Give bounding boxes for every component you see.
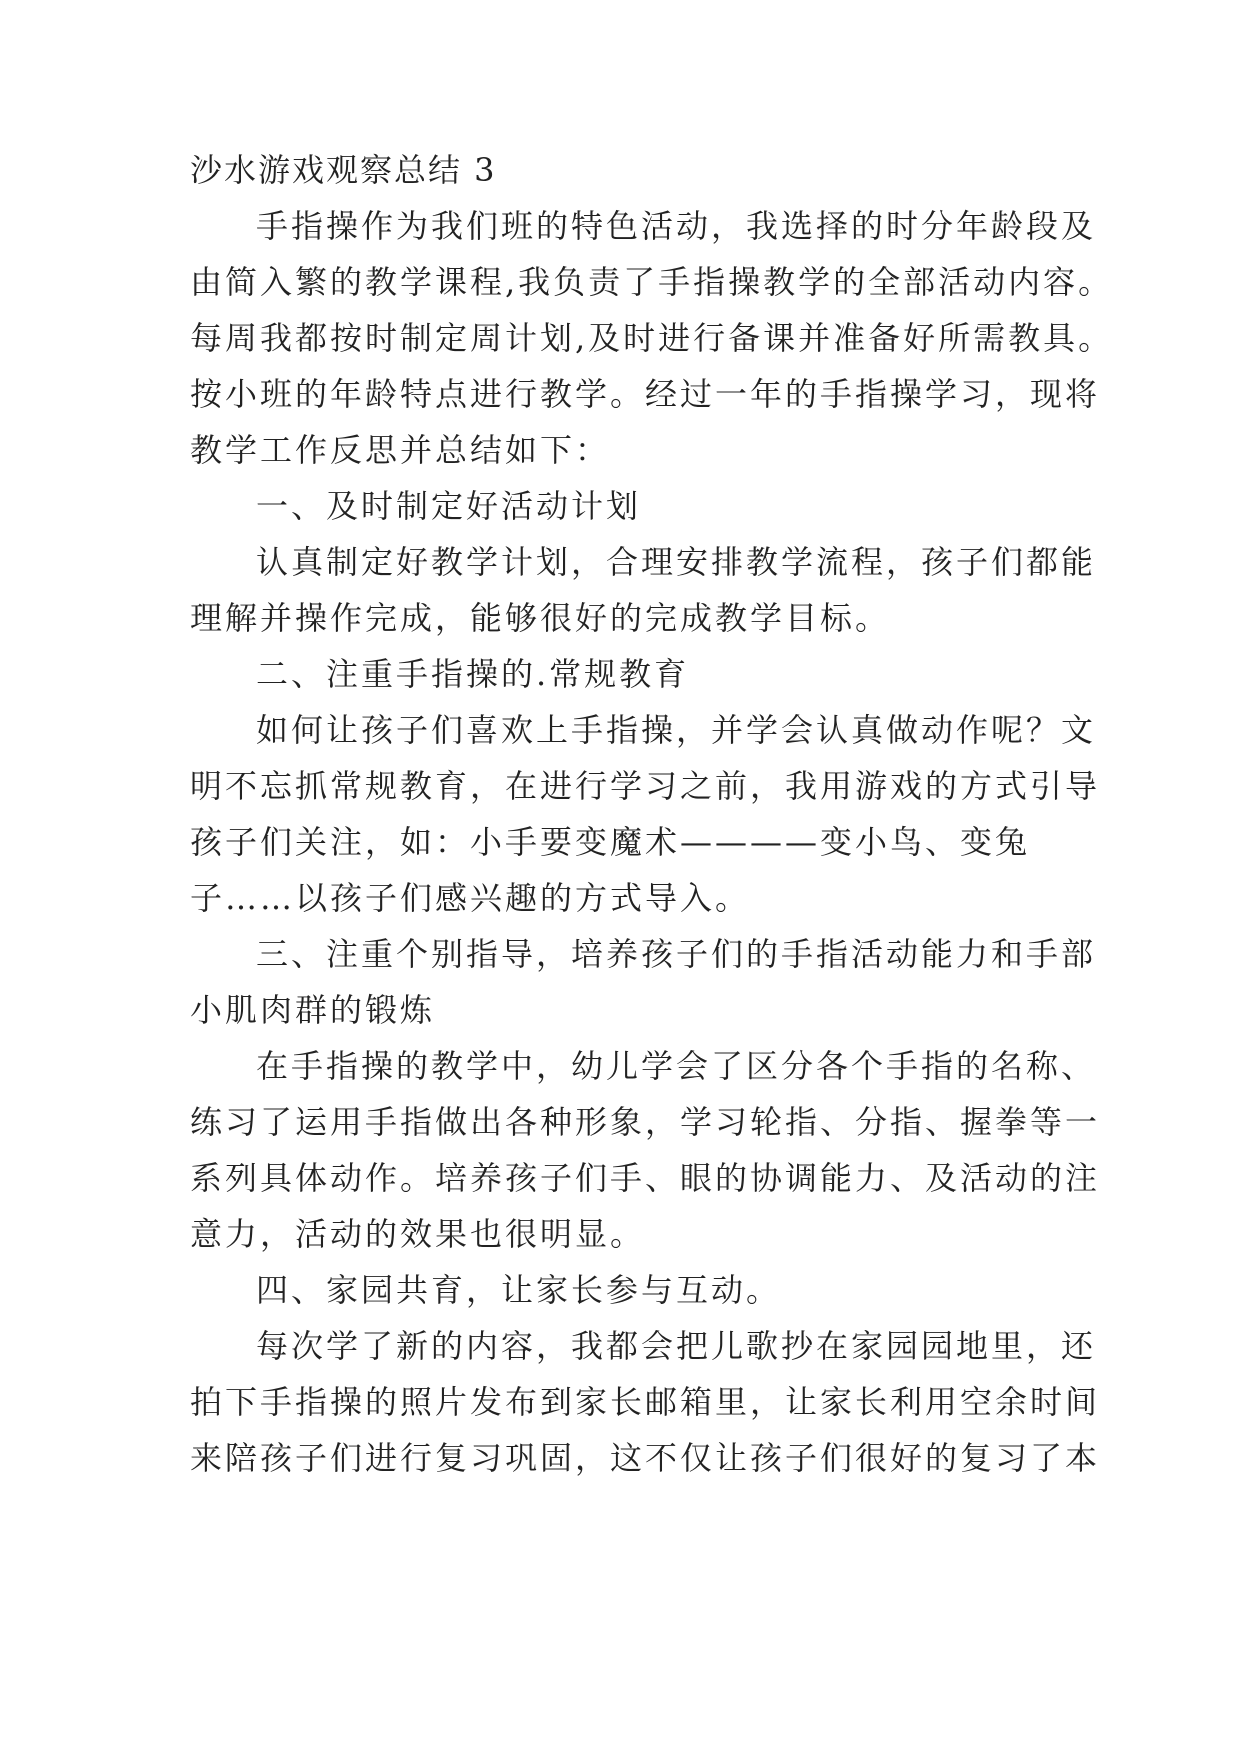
paragraph-line: 孩子们关注，如：小手要变魔术————变小鸟、变兔 — [190, 823, 1031, 861]
paragraph-line: 在手指操的教学中，幼儿学会了区分各个手指的名称、 — [256, 1047, 1097, 1085]
paragraph-line: 手指操作为我们班的特色活动，我选择的时分年龄段及 — [256, 207, 1097, 245]
paragraph-line: 认真制定好教学计划，合理安排教学流程，孩子们都能 — [256, 543, 1097, 581]
paragraph-line: 子……以孩子们感兴趣的方式导入。 — [190, 879, 751, 917]
paragraph-line: 意力，活动的效果也很明显。 — [190, 1215, 646, 1253]
paragraph-line: 练习了运用手指做出各种形象，学习轮指、分指、握拳等一 — [190, 1103, 1101, 1141]
paragraph-line: 教学工作反思并总结如下： — [190, 431, 611, 469]
paragraph-line: 由简入繁的教学课程,我负责了手指操教学的全部活动内容。 — [190, 263, 1114, 301]
section-heading: 二、注重手指操的.常规教育 — [256, 655, 690, 693]
paragraph-line: 理解并操作完成，能够很好的完成教学目标。 — [190, 599, 891, 637]
section-heading: 三、注重个别指导，培养孩子们的手指活动能力和手部 — [256, 935, 1097, 973]
paragraph-line: 拍下手指操的照片发布到家长邮箱里，让家长利用空余时间 — [190, 1383, 1101, 1421]
paragraph-line: 来陪孩子们进行复习巩固，这不仅让孩子们很好的复习了本 — [190, 1439, 1101, 1477]
paragraph-line: 系列具体动作。培养孩子们手、眼的协调能力、及活动的注 — [190, 1159, 1101, 1197]
paragraph-line: 每周我都按时制定周计划,及时进行备课并准备好所需教具。 — [190, 319, 1114, 357]
paragraph-line: 明不忘抓常规教育，在进行学习之前，我用游戏的方式引导 — [190, 767, 1101, 805]
document-title: 沙水游戏观察总结 3 — [190, 151, 497, 189]
section-heading: 一、及时制定好活动计划 — [256, 487, 642, 525]
section-heading-continuation: 小肌肉群的锻炼 — [190, 991, 436, 1029]
paragraph-line: 如何让孩子们喜欢上手指操，并学会认真做动作呢？文 — [256, 711, 1097, 749]
section-heading: 四、家园共育，让家长参与互动。 — [256, 1271, 782, 1309]
paragraph-line: 每次学了新的内容，我都会把儿歌抄在家园园地里，还 — [256, 1327, 1097, 1365]
paragraph-line: 按小班的年龄特点进行教学。经过一年的手指操学习，现将 — [190, 375, 1101, 413]
